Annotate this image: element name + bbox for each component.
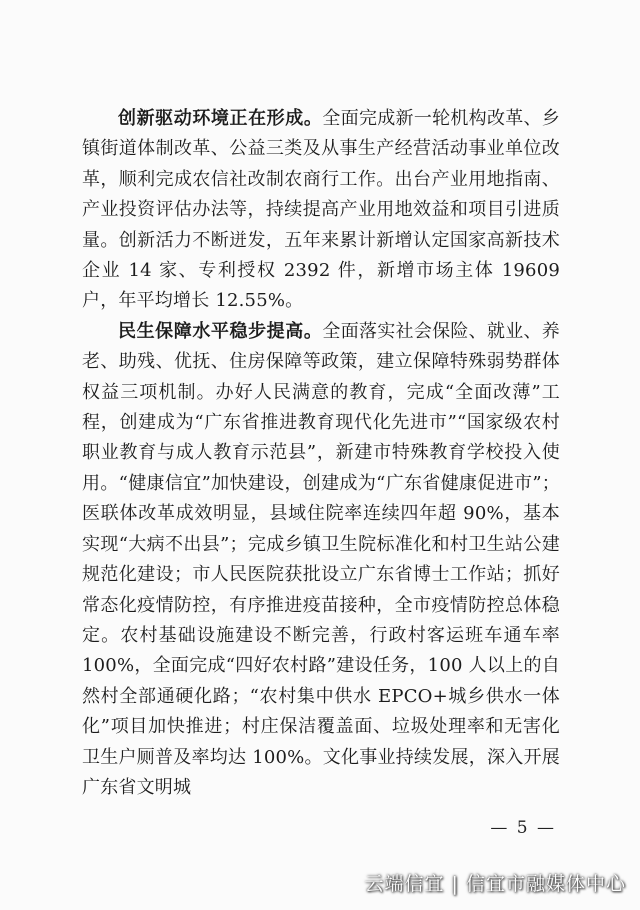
page-number: — 5 — bbox=[490, 818, 556, 838]
paragraph-text: 全面落实社会保险、就业、养老、助残、优抚、住房保障等政策，建立保障特殊弱势群体权益三项机制。办好人民满意的教育，完成“全面改薄”工程，创建成为“广东省推进教育现代化先进市”“国家级农村职业教育与成人教育示范县”，新建市特殊教育学校投入使用。“健康信宜”加快建设，创建成为“广东省健康促进市”；医联体改革成效明显，县域住院率连续四年超 90%，基本实现“大病不出县”；完成乡镇卫生院标准化和村卫生站公建规范化建设；市人民医院获批设立广东省博士工作站；抓好常态化疫情防控，有序推进疫苗接种，全市疫情防控总体稳定。农村基础设施建设不断完善，行政村客运班车通车率 100%，全面完成“四好农村路”建设任务，100 人以上的自然村全部通硬化路；“农村集中供水 EPCO+城乡供水一体化”项目加快推进；村庄保洁覆盖面、垃圾处理率和无害化卫生户厕普及率均达 100%。文化事业持续发展，深入开展广东省文明城 bbox=[82, 320, 560, 798]
paragraph-livelihood bbox=[82, 317, 560, 804]
source-watermark: 云端信宜 | 信宜市融媒体中心 bbox=[364, 873, 626, 895]
paragraph-heading: 创新驱动环境正在形成。 bbox=[118, 108, 323, 129]
paragraph-text: 全面完成新一轮机构改革、乡镇街道体制改革、公益三类及从事生产经营活动事业单位改革，顺利完成农信社改制农商行工作。出台产业用地指南、产业投资评估办法等，持续提高产业用地效益和项目引进质量。创新活力不断迸发，五年来累计新增认定国家高新技术企业 14 家、专利授权 2392 件，新增市场主体 19609 户，年平均增长 12.55%。 bbox=[82, 108, 560, 312]
paragraph-innovation bbox=[82, 104, 560, 317]
document-body bbox=[82, 104, 560, 803]
paragraph-heading: 民生保障水平稳步提高。 bbox=[118, 320, 323, 342]
